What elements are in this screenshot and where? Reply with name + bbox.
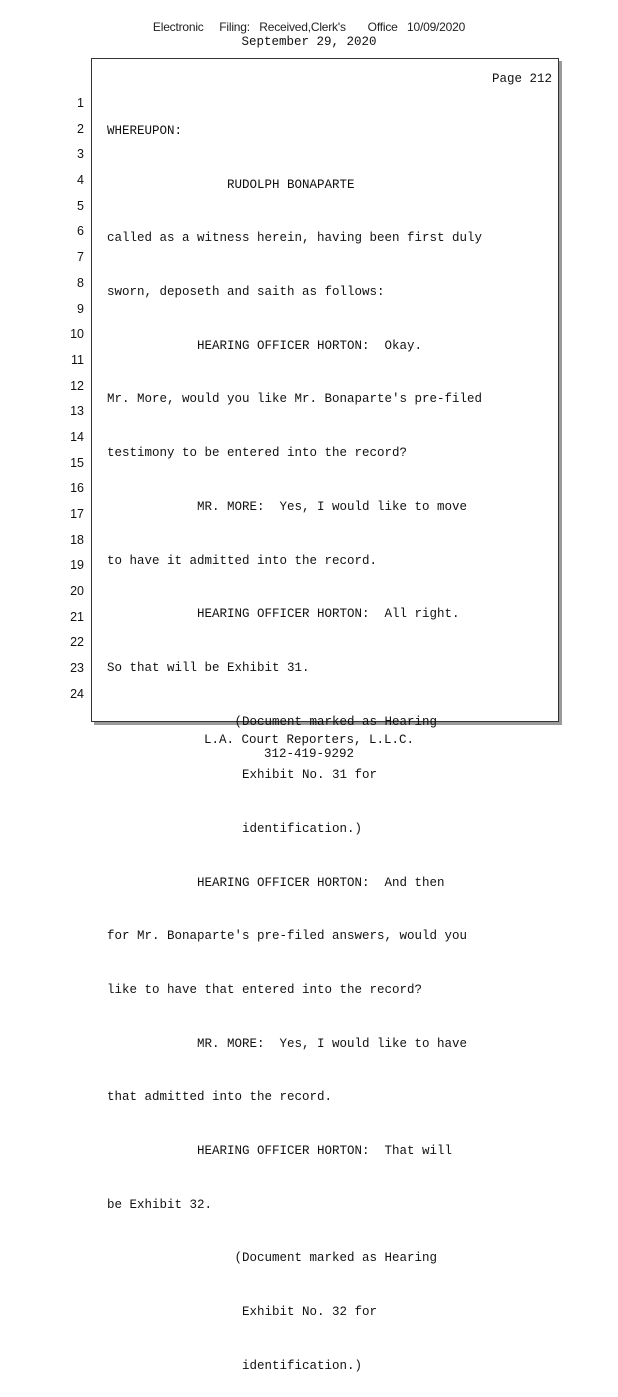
line-number: 23 bbox=[70, 661, 84, 676]
filing-stamp: Electronic Filing: Received,Clerk's Office 10/09/2020 bbox=[152, 20, 466, 34]
line-number: 21 bbox=[70, 609, 84, 624]
line-number: 18 bbox=[70, 532, 84, 547]
transcript-line: Exhibit No. 31 for bbox=[107, 768, 378, 783]
transcript-line: identification.) bbox=[107, 1358, 363, 1373]
transcript-line: HEARING OFFICER HORTON: All right. bbox=[107, 607, 460, 622]
transcript-line: that admitted into the record. bbox=[107, 1090, 333, 1105]
transcript-line: WHEREUPON: bbox=[107, 124, 183, 138]
transcript-line: testimony to be entered into the record? bbox=[107, 446, 408, 461]
transcript-line: HEARING OFFICER HORTON: Okay. bbox=[107, 338, 423, 353]
transcript-line: (Document marked as Hearing bbox=[107, 1251, 438, 1266]
line-number: 7 bbox=[77, 250, 84, 265]
transcript-line: HEARING OFFICER HORTON: That will bbox=[107, 1144, 453, 1159]
transcript-line: identification.) bbox=[107, 821, 363, 836]
transcript-line: called as a witness herein, having been first duly bbox=[107, 231, 483, 246]
line-number: 8 bbox=[77, 275, 84, 290]
reporter-footer bbox=[0, 733, 618, 761]
line-number: 12 bbox=[70, 378, 84, 393]
transcript-line: MR. MORE: Yes, I would like to move bbox=[107, 499, 468, 514]
line-number: 4 bbox=[77, 173, 84, 188]
transcript-line: to have it admitted into the record. bbox=[107, 553, 378, 568]
line-number: 14 bbox=[70, 429, 84, 444]
line-number: 22 bbox=[70, 635, 84, 650]
reporter-company: L.A. Court Reporters, L.L.C. bbox=[203, 733, 415, 747]
transcript-line: Exhibit No. 32 for bbox=[107, 1305, 378, 1320]
line-number: 1 bbox=[77, 96, 84, 110]
line-number: 9 bbox=[77, 301, 84, 316]
line-number: 16 bbox=[70, 481, 84, 496]
line-number: 2 bbox=[77, 121, 84, 136]
line-number: 15 bbox=[70, 455, 84, 470]
transcript-line: Mr. More, would you like Mr. Bonaparte's pre-filed bbox=[107, 392, 483, 407]
transcript-line: for Mr. Bonaparte's pre-filed answers, would you bbox=[107, 929, 468, 944]
transcript-line: be Exhibit 32. bbox=[107, 1197, 213, 1212]
reporter-phone: 312-419-9292 bbox=[263, 747, 354, 761]
transcript-line: (Document marked as Hearing bbox=[107, 714, 438, 729]
line-number: 13 bbox=[70, 404, 84, 419]
transcript-line: HEARING OFFICER HORTON: And then bbox=[107, 875, 445, 890]
line-number: 24 bbox=[70, 686, 84, 701]
transcript-line: MR. MORE: Yes, I would like to have bbox=[107, 1036, 468, 1051]
transcript-line: So that will be Exhibit 31. bbox=[107, 660, 310, 675]
line-number: 5 bbox=[77, 198, 84, 213]
line-number: 3 bbox=[77, 147, 84, 162]
page-number: Page 212 bbox=[491, 72, 552, 86]
line-number: 20 bbox=[70, 584, 84, 599]
line-number: 19 bbox=[70, 558, 84, 573]
transcript-line: sworn, deposeth and saith as follows: bbox=[107, 285, 385, 300]
line-number: 6 bbox=[77, 224, 84, 239]
transcript-line: RUDOLPH BONAPARTE bbox=[107, 177, 355, 192]
transcript-line: like to have that entered into the record? bbox=[107, 983, 423, 997]
transcript-date: September 29, 2020 bbox=[241, 35, 377, 49]
line-number: 17 bbox=[70, 507, 84, 521]
line-number-column bbox=[60, 94, 84, 711]
line-number: 11 bbox=[71, 352, 84, 367]
line-number: 10 bbox=[70, 327, 84, 342]
